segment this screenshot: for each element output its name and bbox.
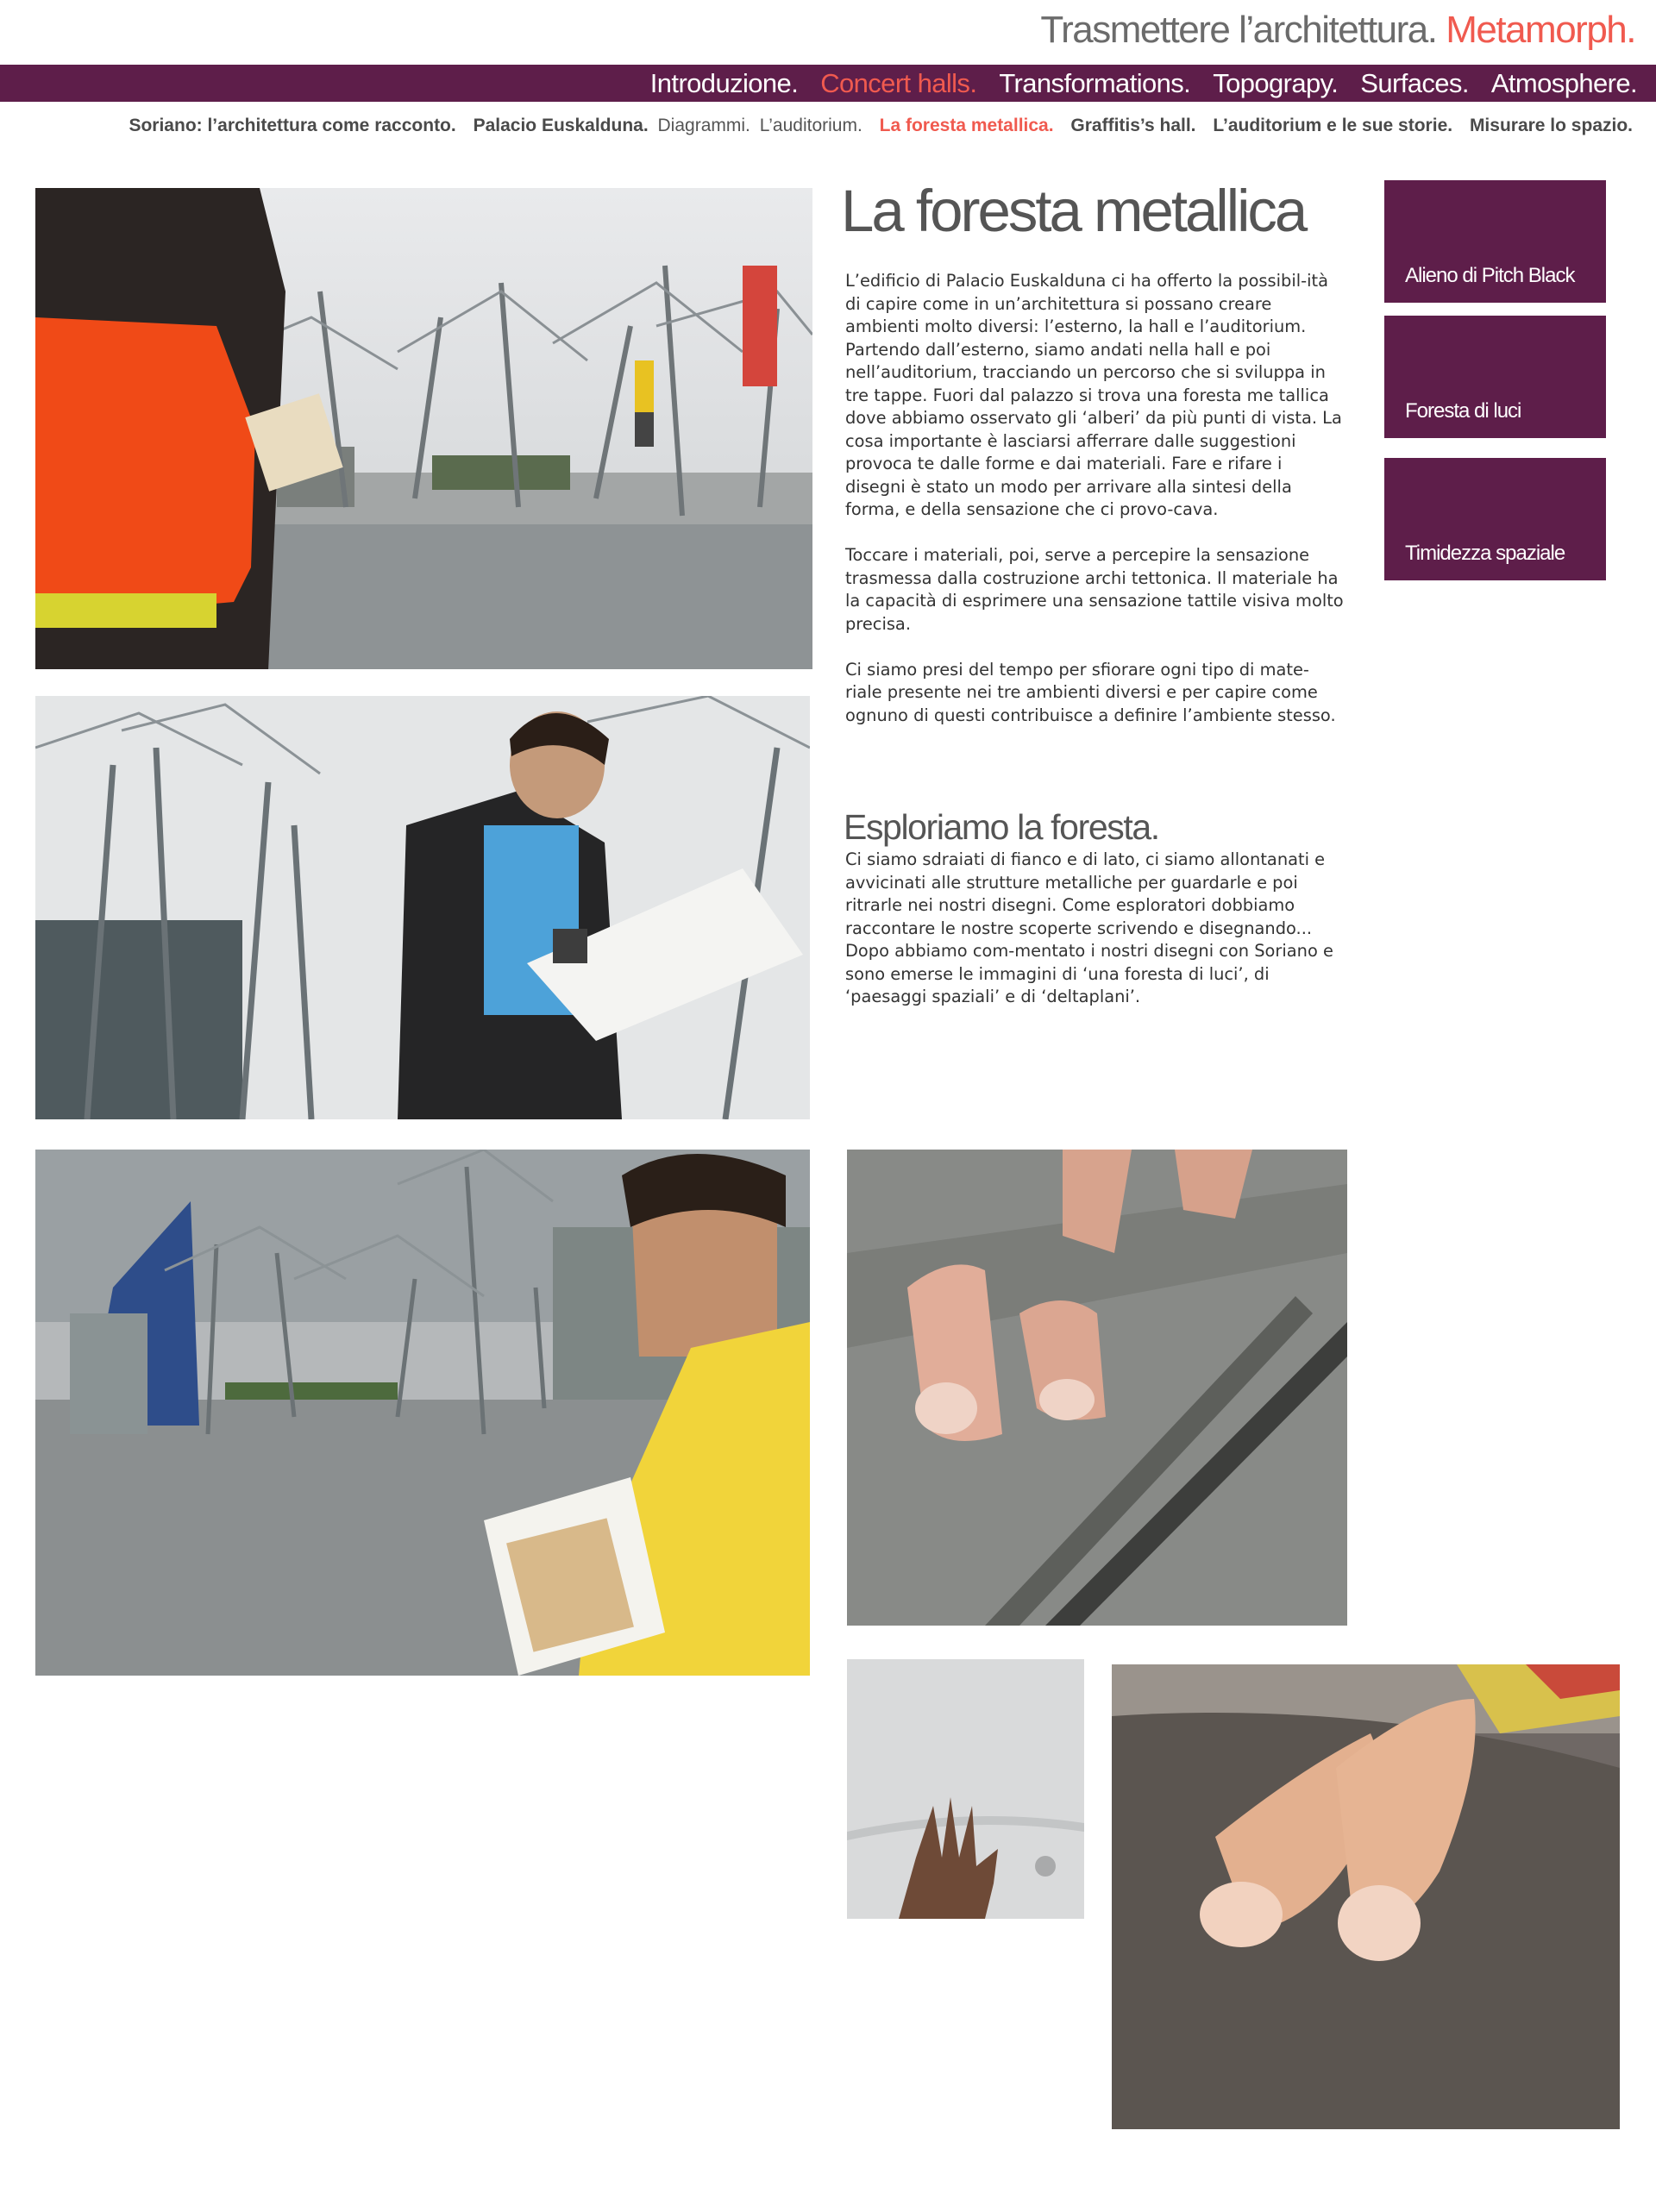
side-link-alieno-pitch-black[interactable]: [1384, 180, 1606, 303]
nav-item-concert-halls[interactable]: Concert halls.: [820, 67, 977, 98]
section-heading: Esploriamo la foresta.: [844, 807, 1159, 847]
sub-nav-palacio-euskalduna[interactable]: Palacio Euskalduna.: [473, 116, 649, 135]
article-paragraph: Ci siamo presi del tempo per sfiorare ogni tipo di mate-riale presente nei tre ambienti diversi e per capire come ognuno di questi contribuisce a definire l’ambiente stesso.: [845, 659, 1336, 725]
photo-boy-yellow-sketching: [35, 1150, 810, 1676]
article-paragraph: L’edificio di Palacio Euskalduna ci ha offerto la possibil-ità di capire come in un’architettura si possano creare ambienti molto diversi: l’esterno, la hall e l’auditorium. Partendo dall’esterno, siamo andati nella hall e poi nell’auditorium, tracciando un percorso che si sviluppa in tre tappe. Fuori dal palazzo si trova una foresta me tallica dove abbiamo osservato gli ‘alberi’ da più punti di vista. La cosa importante è lasciarsi afferrare dalle suggestioni provoca te dalle forme e dai materiali. Fare e rifare i disegni è stato un modo per arrivare alla sintesi della forma, e della sensazione che ci provo-cava.: [845, 271, 1342, 519]
sub-nav-auditorium[interactable]: L’auditorium.: [759, 116, 862, 135]
main-nav: [0, 65, 1656, 102]
side-link-foresta-di-luci[interactable]: [1384, 316, 1606, 438]
sub-nav-foresta-metallica[interactable]: La foresta metallica.: [879, 116, 1054, 135]
photo-girl-orange-sketching: [35, 188, 812, 669]
side-link-timidezza-spaziale[interactable]: [1384, 458, 1606, 580]
nav-item-atmosphere[interactable]: Atmosphere.: [1490, 67, 1637, 98]
sub-nav-auditorium-storie[interactable]: L’auditorium e le sue storie.: [1213, 116, 1453, 135]
article-body: [845, 270, 1346, 750]
article-title: La foresta metallica: [841, 178, 1306, 244]
photo-boy-sketching-board: [35, 696, 810, 1119]
side-link-label: Alieno di Pitch Black: [1405, 264, 1575, 287]
sub-nav-diagrammi[interactable]: Diagrammi.: [657, 116, 750, 135]
side-link-label: Timidezza spaziale: [1405, 542, 1565, 565]
site-title-accent: Metamorph.: [1446, 9, 1635, 51]
nav-item-surfaces[interactable]: Surfaces.: [1360, 67, 1469, 98]
photo-hand-fabric: [847, 1659, 1084, 1919]
nav-item-topograpy[interactable]: Topograpy.: [1213, 67, 1339, 98]
side-link-label: Foresta di luci: [1405, 399, 1521, 423]
section-paragraph: Ci siamo sdraiati di fianco e di lato, ci siamo allontanati e avvicinati alle strutture metalliche per guardarle e poi ritrarle nei nostri disegni. Come esploratori dobbiamo raccontare le nostre scoperte scrivendo e disegnando... Dopo abbiamo com-mentato i nostri disegni con Soriano e sono emerse le immagini di ‘una foresta di luci’, di ‘paesaggi spaziali’ e di ‘deltaplani’.: [845, 849, 1333, 1006]
photo-fingers-stone-groove: [847, 1150, 1347, 1626]
sub-nav-soriano[interactable]: Soriano: l’architettura come racconto.: [129, 116, 456, 135]
sub-nav: [116, 116, 1633, 136]
site-title: [1040, 9, 1635, 52]
article-paragraph: Toccare i materiali, poi, serve a percepire la sensazione trasmessa dalla costruzione archi tettonica. Il materiale ha la capacità di esprimere una sensazione tattile visiva molto precisa.: [845, 545, 1344, 634]
nav-item-transformations[interactable]: Transformations.: [999, 67, 1191, 98]
sub-nav-graffitis-hall[interactable]: Graffitis’s hall.: [1070, 116, 1196, 135]
photo-fingertips-rough-stone: [1112, 1664, 1620, 2129]
site-title-text: Trasmettere l’architettura.: [1040, 9, 1437, 51]
sub-nav-misurare-spazio[interactable]: Misurare lo spazio.: [1469, 116, 1633, 135]
nav-item-introduzione[interactable]: Introduzione.: [649, 67, 799, 98]
